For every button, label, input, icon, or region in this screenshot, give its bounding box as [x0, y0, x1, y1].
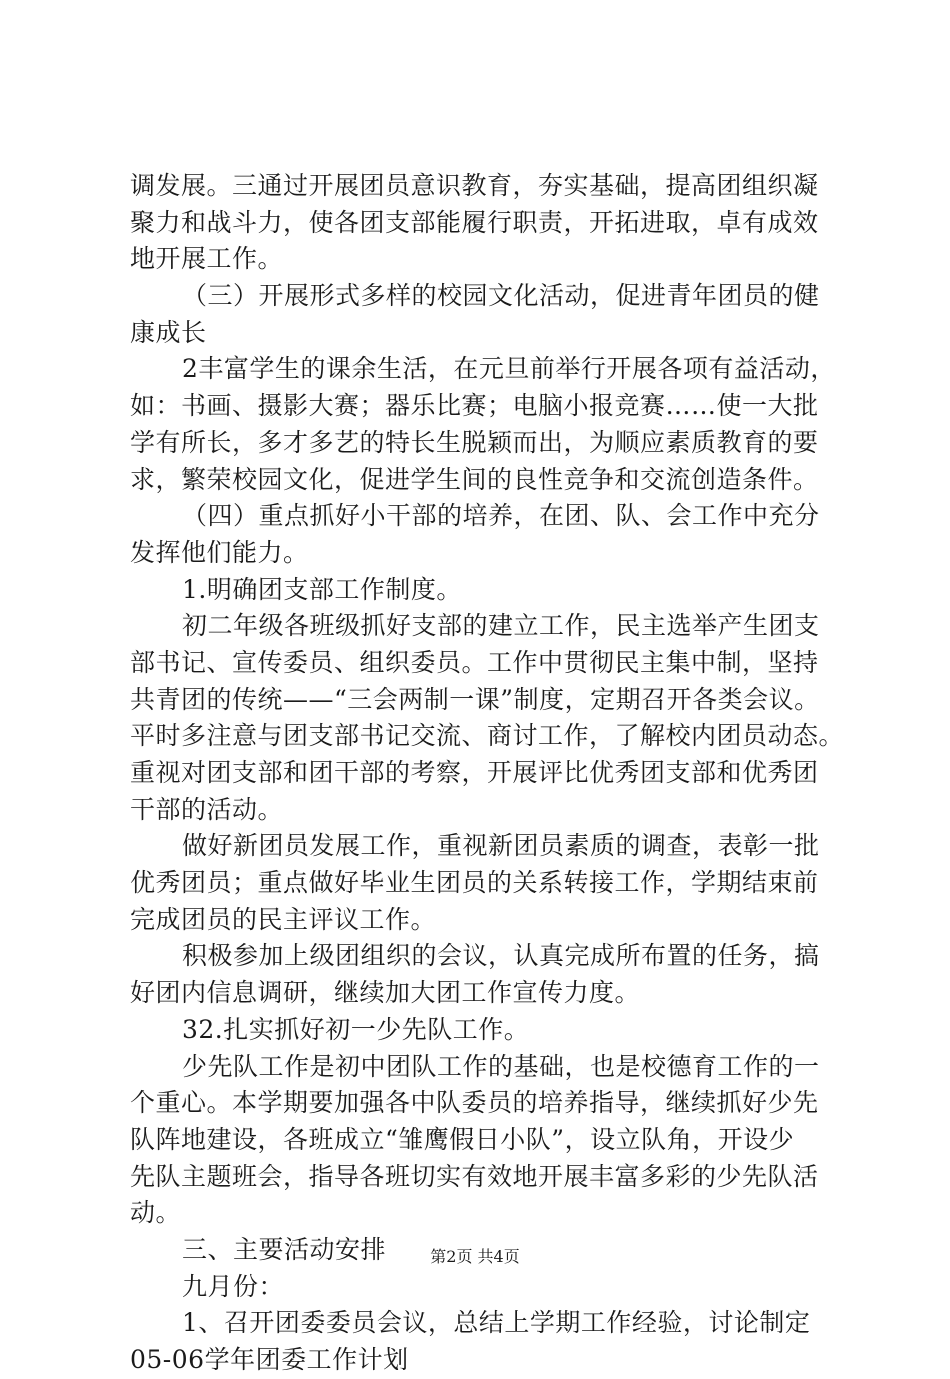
text-line: 地开展工作。: [130, 244, 284, 274]
text-line: 做好新团员发展工作，重视新团员素质的调查，表彰一批: [182, 831, 820, 861]
text-line: 1、召开团委委员会议，总结上学期工作经验，讨论制定: [182, 1308, 811, 1338]
text-line: 初二年级各班级抓好支部的建立工作，民主选举产生团支: [182, 611, 820, 641]
text-line: 动。: [130, 1198, 182, 1228]
text-line: 聚力和战斗力，使各团支部能履行职责，开拓进取，卓有成效: [130, 207, 819, 237]
text-line: 积极参加上级团组织的会议，认真完成所布置的任务，搞: [182, 941, 820, 971]
text-line: 发挥他们能力。: [130, 537, 309, 567]
text-line: 干部的活动。: [130, 794, 284, 824]
document-body: [130, 168, 845, 1379]
text-line: 32.扎实抓好初一少先队工作。: [182, 1014, 530, 1044]
text-line: 如：书画、摄影大赛；器乐比赛；电脑小报竞赛……使一大批: [130, 391, 819, 421]
text-line: 康成长: [130, 317, 207, 347]
text-line: 少先队工作是初中团队工作的基础，也是校德育工作的一: [182, 1051, 820, 1081]
text-line: 平时多注意与团支部书记交流、商讨工作，了解校内团员动态。: [130, 721, 845, 751]
text-line: 05-06学年团委工作计划: [130, 1345, 409, 1374]
text-line: 重视对团支部和团干部的考察，开展评比优秀团支部和优秀团: [130, 758, 819, 787]
text-line: 三、主要活动安排: [182, 1234, 387, 1264]
text-line: 个重心。本学期要加强各中队委员的培养指导，继续抓好少先: [130, 1088, 819, 1118]
text-line: 1.明确团支部工作制度。: [182, 574, 462, 604]
page-footer: 第2页 共4页: [430, 1247, 520, 1266]
text-line: 完成团员的民主评议工作。: [130, 904, 437, 934]
text-line: （三）开展形式多样的校园文化活动，促进青年团员的健: [182, 281, 820, 311]
text-line: 优秀团员；重点做好毕业生团员的关系转接工作，学期结束前: [130, 868, 819, 898]
text-line: 调发展。三通过开展团员意识教育，夯实基础，提高团组织凝: [130, 171, 819, 200]
text-line: 先队主题班会，指导各班切实有效地开展丰富多彩的少先队活: [130, 1161, 819, 1191]
text-line: 学有所长，多才多艺的特长生脱颖而出，为顺应素质教育的要: [130, 427, 819, 457]
text-line: 部书记、宣传委员、组织委员。工作中贯彻民主集中制，坚持: [130, 647, 819, 677]
text-line: （四）重点抓好小干部的培养，在团、队、会工作中充分: [182, 501, 820, 531]
text-line: 2丰富学生的课余生活，在元旦前举行开展各项有益活动，: [182, 354, 836, 384]
text-line: 共青团的传统——“三会两制一课”制度，定期召开各类会议。: [130, 684, 820, 714]
text-line: 好团内信息调研，继续加大团工作宣传力度。: [130, 978, 641, 1008]
text-line: 求，繁荣校园文化，促进学生间的良性竞争和交流创造条件。: [130, 464, 819, 494]
text-line: 队阵地建设，各班成立“雏鹰假日小队”，设立队角，开设少: [130, 1124, 795, 1154]
text-line: 九月份：: [182, 1271, 285, 1301]
